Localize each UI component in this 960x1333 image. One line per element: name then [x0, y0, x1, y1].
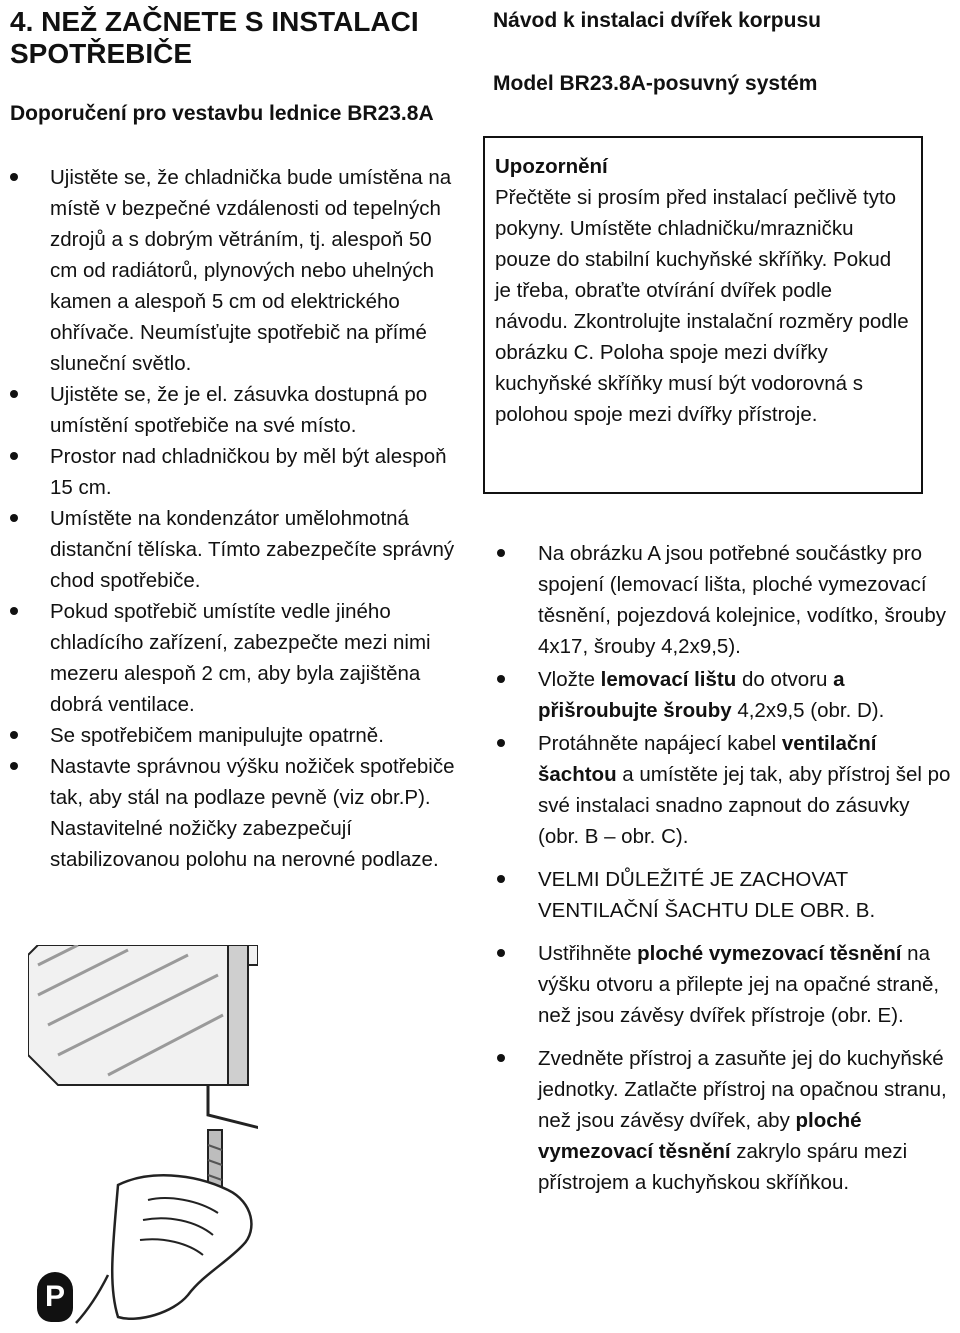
emphasized-text: ploché vymezovací těsnění	[538, 1109, 862, 1163]
warning-heading: Upozornění	[495, 155, 608, 178]
section-title: 4. NEŽ ZAČNETE S INSTALACI SPOTŘEBIČE	[10, 6, 419, 69]
list-item	[10, 596, 460, 720]
list-item-text: 4,2x9,5 (obr. D).	[731, 699, 885, 722]
list-item-text: do otvoru	[736, 668, 834, 691]
bullet-icon	[497, 949, 505, 957]
installation-title: Návod k instalaci dvířek korpusu	[493, 9, 821, 32]
list-item	[10, 162, 460, 379]
list-item	[493, 938, 953, 1031]
subhead: Doporučení pro vestavbu lednice BR23.8A	[10, 102, 434, 125]
bullet-icon	[497, 1054, 505, 1062]
bullet-icon	[497, 549, 505, 557]
emphasized-text: ventilační šachtou	[538, 732, 877, 786]
list-item-text: Pokud spotřebič umístíte vedle jiného chladícího zařízení, zabezpečte mezi nimi mezeru alespoň 2 cm, aby byla zajištěna dobrá ventilace.	[50, 600, 431, 716]
warning-text: Přečtěte si prosím před instalací pečlivě tyto pokyny. Umístěte chladničku/mrazničku pouze do stabilní kuchyňské skříňky. Pokud je třeba, obraťte otvírání dvířek podle návodu. Zkontrolujte instalační rozměry podle obrázku C. Poloha spoje mezi dvířky kuchyňské skříňky musí být vodorovná s polohou spoje mezi dvířky přístroje.	[495, 186, 909, 426]
list-item-text: Prostor nad chladničkou by měl být alespoň 15 cm.	[50, 445, 447, 499]
list-item-text: Nastavte správnou výšku nožiček spotřebiče tak, aby stál na podlaze pevně (viz obr.P). Nastavitelné nožičky zabezpečují stabilizovanou polohu na nerovné podlaze.	[50, 755, 455, 871]
right-bullet-list	[493, 538, 953, 1198]
list-item-text: VELMI DŮLEŽITÉ JE ZACHOVAT VENTILAČNÍ ŠACHTU DLE OBR. B.	[538, 868, 876, 922]
list-item-text: Vložte	[538, 668, 601, 691]
list-item	[493, 864, 953, 926]
emphasized-text: lemovací lištu	[600, 668, 737, 691]
list-item	[493, 664, 953, 726]
left-bullet-list	[10, 162, 460, 875]
list-item	[10, 441, 460, 503]
bullet-icon	[497, 739, 505, 747]
warning-box	[483, 136, 923, 494]
list-item-text: Protáhněte napájecí kabel	[538, 732, 782, 755]
list-item-text: zakrylo spáru mezi přístrojem a kuchyňskou skříňkou.	[538, 1140, 908, 1194]
bullet-icon	[10, 731, 18, 739]
list-item-text: na výšku otvoru a přilepte jej na opačné straně, než jsou závěsy dvířek přístroje (obr. E).	[538, 942, 940, 1027]
list-item	[493, 538, 953, 662]
list-item-text: Umístěte na kondenzátor umělohmotná distanční tělíska. Tímto zabezpečíte správný chod spotřebiče.	[50, 507, 455, 592]
bullet-icon	[10, 607, 18, 615]
adjustable-foot-illustration	[28, 945, 258, 1325]
figure-label-badge: P	[37, 1272, 73, 1322]
bullet-icon	[10, 173, 18, 181]
list-item	[493, 728, 953, 852]
bullet-icon	[10, 390, 18, 398]
bullet-icon	[497, 875, 505, 883]
emphasized-text: ploché vymezovací těsnění	[637, 942, 902, 965]
model-heading: Model BR23.8A-posuvný systém	[493, 72, 818, 95]
list-item-text: Ujistěte se, že je el. zásuvka dostupná po umístění spotřebiče na své místo.	[50, 383, 428, 437]
emphasized-text: a přišroubujte šrouby	[538, 668, 845, 722]
list-item-text: Ujistěte se, že chladnička bude umístěna na místě v bezpečné vzdálenosti od tepelných zdrojů a s dobrým větráním, tj. alespoň 50 cm od radiátorů, plynových nebo uhelných kamen a alespoň 5 cm od elektrického ohřívače. Neumísťujte spotřebič na přímé sluneční světlo.	[50, 166, 452, 375]
list-item	[10, 503, 460, 596]
list-item	[10, 720, 460, 751]
list-item	[493, 1043, 953, 1198]
list-item	[10, 379, 460, 441]
bullet-icon	[10, 762, 18, 770]
list-item-text: Na obrázku A jsou potřebné součástky pro spojení (lemovací lišta, ploché vymezovací těsnění, pojezdová kolejnice, vodítko, šrouby 4x17, šrouby 4,2x9,5).	[538, 542, 946, 658]
list-item-text: a umístěte jej tak, aby přístroj šel po své instalaci snadno zapnout do zásuvky (obr. B – obr. C).	[538, 763, 951, 848]
bullet-icon	[497, 675, 505, 683]
bullet-icon	[10, 452, 18, 460]
list-item-text: Ustřihněte	[538, 942, 638, 965]
list-item	[10, 751, 460, 875]
bullet-icon	[10, 514, 18, 522]
list-item-text: Se spotřebičem manipulujte opatrně.	[50, 724, 384, 747]
list-item-text: Zvedněte přístroj a zasuňte jej do kuchyňské jednotky. Zatlačte přístroj na opačnou stranu, než jsou závěsy dvířek, aby	[538, 1047, 947, 1132]
